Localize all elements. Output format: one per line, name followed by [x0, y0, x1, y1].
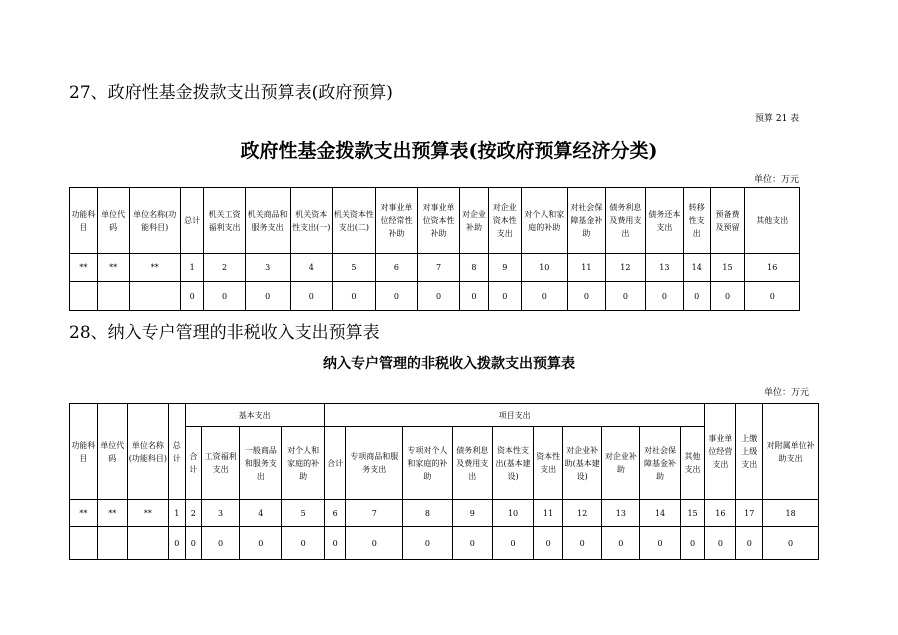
- index-cell: 12: [605, 254, 645, 282]
- index-cell: **: [129, 254, 180, 282]
- value-cell: 0: [240, 527, 282, 560]
- column-header: 对企业补助(基本建设): [563, 427, 602, 500]
- column-header: 机关商品和服务支出: [245, 188, 290, 254]
- index-cell: **: [70, 254, 98, 282]
- value-cell: 0: [602, 527, 640, 560]
- value-cell: 0: [180, 282, 204, 311]
- column-header: 总计: [180, 188, 204, 254]
- value-cell: 0: [563, 527, 602, 560]
- value-cell: 0: [290, 282, 332, 311]
- column-header: 债务利息及费用支出: [605, 188, 645, 254]
- index-cell: 11: [567, 254, 605, 282]
- column-header: 专项对个人和家庭的补助: [403, 427, 453, 500]
- column-header: 其他支出: [745, 188, 800, 254]
- col-group-project: 项目支出: [324, 404, 705, 427]
- value-cell: [127, 527, 168, 560]
- section-28-heading: 28、纳入专户管理的非税收入支出预算表: [69, 323, 380, 343]
- index-cell: 13: [602, 500, 640, 527]
- value-cell: [129, 282, 180, 311]
- table-1-index-row: [70, 254, 800, 282]
- column-header: 预备费及预留: [710, 188, 745, 254]
- table-2-unit: 单位：万元: [764, 388, 810, 398]
- col-header-business: 事业单位经营支出: [705, 404, 736, 500]
- index-cell: 15: [710, 254, 745, 282]
- column-header: 对事业单位资本性补助: [418, 188, 460, 254]
- col-group-basic: 基本支出: [185, 404, 324, 427]
- index-cell: **: [127, 500, 168, 527]
- table-1-value-row: [70, 282, 800, 311]
- index-cell: 2: [185, 500, 202, 527]
- value-cell: 0: [521, 282, 567, 311]
- col-header-upper: 上缴上级支出: [736, 404, 763, 500]
- column-header: 工资福利支出: [202, 427, 240, 500]
- value-cell: 0: [645, 282, 683, 311]
- value-cell: 0: [534, 527, 563, 560]
- column-header: 机关工资福利支出: [204, 188, 245, 254]
- column-header: 资本性支出: [534, 427, 563, 500]
- value-cell: 0: [705, 527, 736, 560]
- index-cell: 10: [492, 500, 533, 527]
- value-cell: 0: [204, 282, 245, 311]
- index-cell: 4: [240, 500, 282, 527]
- index-cell: 16: [745, 254, 800, 282]
- value-cell: 0: [680, 527, 705, 560]
- index-cell: 5: [282, 500, 324, 527]
- index-cell: 16: [705, 500, 736, 527]
- value-cell: 0: [460, 282, 489, 311]
- value-cell: 0: [418, 282, 460, 311]
- column-header: 一般商品和服务支出: [240, 427, 282, 500]
- table-2-value-row: [70, 527, 819, 560]
- value-cell: 0: [245, 282, 290, 311]
- index-cell: 8: [403, 500, 453, 527]
- value-cell: 0: [346, 527, 403, 560]
- table-2-title: 纳入专户管理的非税收入拨款支出预算表: [323, 356, 575, 372]
- value-cell: [97, 527, 127, 560]
- index-cell: 10: [521, 254, 567, 282]
- value-cell: 0: [567, 282, 605, 311]
- index-cell: 2: [204, 254, 245, 282]
- value-cell: 0: [710, 282, 745, 311]
- index-cell: 14: [683, 254, 710, 282]
- value-cell: 0: [492, 527, 533, 560]
- index-cell: 6: [375, 254, 417, 282]
- section-27-heading: 27、政府性基金拨款支出预算表(政府预算): [69, 83, 393, 103]
- column-header: 其他支出: [680, 427, 705, 500]
- column-header: 合计: [185, 427, 202, 500]
- column-header: 转移性支出: [683, 188, 710, 254]
- col-header-name: 单位名称(功能科目): [127, 404, 168, 500]
- index-cell: 8: [460, 254, 489, 282]
- column-header: 对企业资本性支出: [488, 188, 521, 254]
- column-header: 对个人和家庭的补助: [282, 427, 324, 500]
- table-1-title: 政府性基金拨款支出预算表(按政府预算经济分类): [240, 140, 658, 162]
- column-header: 资本性支出(基本建设): [492, 427, 533, 500]
- value-cell: 0: [324, 527, 346, 560]
- column-header: 债务利息及费用支出: [452, 427, 492, 500]
- col-header-subsidy: 对附属单位补助支出: [763, 404, 819, 500]
- value-cell: [97, 282, 129, 311]
- index-cell: 6: [324, 500, 346, 527]
- value-cell: 0: [640, 527, 680, 560]
- col-header-func: 功能科目: [70, 404, 98, 500]
- column-header: 对社会保障基金补助: [640, 427, 680, 500]
- column-header: 对企业补助: [602, 427, 640, 500]
- value-cell: 0: [683, 282, 710, 311]
- value-cell: 0: [452, 527, 492, 560]
- column-header: 对事业单位经常性补助: [375, 188, 417, 254]
- index-cell: 4: [290, 254, 332, 282]
- column-header: 机关资本性支出(二): [332, 188, 375, 254]
- column-header: 单位名称(功能科目): [129, 188, 180, 254]
- non-tax-income-table: [69, 403, 819, 560]
- index-cell: 13: [645, 254, 683, 282]
- column-header: 债务还本支出: [645, 188, 683, 254]
- index-cell: 9: [452, 500, 492, 527]
- column-header: 功能科目: [70, 188, 98, 254]
- value-cell: 0: [185, 527, 202, 560]
- table-2-index-row: [70, 500, 819, 527]
- index-cell: 7: [418, 254, 460, 282]
- index-cell: 3: [245, 254, 290, 282]
- index-cell: 14: [640, 500, 680, 527]
- column-header: 对企业补助: [460, 188, 489, 254]
- value-cell: 0: [202, 527, 240, 560]
- index-cell: 18: [763, 500, 819, 527]
- index-cell: 9: [488, 254, 521, 282]
- table-1-unit: 单位：万元: [754, 175, 800, 185]
- government-fund-table: [69, 187, 800, 311]
- index-cell: 3: [202, 500, 240, 527]
- index-cell: **: [70, 500, 98, 527]
- value-cell: 0: [169, 527, 186, 560]
- value-cell: [70, 282, 98, 311]
- index-cell: 1: [169, 500, 186, 527]
- value-cell: 0: [332, 282, 375, 311]
- value-cell: 0: [488, 282, 521, 311]
- index-cell: 17: [736, 500, 763, 527]
- value-cell: 0: [736, 527, 763, 560]
- column-header: 对个人和家庭的补助: [521, 188, 567, 254]
- value-cell: 0: [745, 282, 800, 311]
- value-cell: 0: [763, 527, 819, 560]
- table-number-label: 预算 21 表: [755, 114, 800, 124]
- column-header: 机关资本性支出(一): [290, 188, 332, 254]
- index-cell: 1: [180, 254, 204, 282]
- column-header: 对社会保障基金补助: [567, 188, 605, 254]
- col-header-code: 单位代码: [97, 404, 127, 500]
- index-cell: 11: [534, 500, 563, 527]
- table-2-header-row-1: [70, 404, 819, 427]
- table-1-header-row: [70, 188, 800, 254]
- index-cell: 12: [563, 500, 602, 527]
- value-cell: 0: [403, 527, 453, 560]
- column-header: 合计: [324, 427, 346, 500]
- index-cell: 15: [680, 500, 705, 527]
- index-cell: 7: [346, 500, 403, 527]
- col-header-total: 总计: [169, 404, 186, 500]
- index-cell: 5: [332, 254, 375, 282]
- index-cell: **: [97, 254, 129, 282]
- value-cell: 0: [375, 282, 417, 311]
- value-cell: [70, 527, 98, 560]
- value-cell: 0: [605, 282, 645, 311]
- value-cell: 0: [282, 527, 324, 560]
- column-header: 单位代码: [97, 188, 129, 254]
- column-header: 专项商品和服务支出: [346, 427, 403, 500]
- index-cell: **: [97, 500, 127, 527]
